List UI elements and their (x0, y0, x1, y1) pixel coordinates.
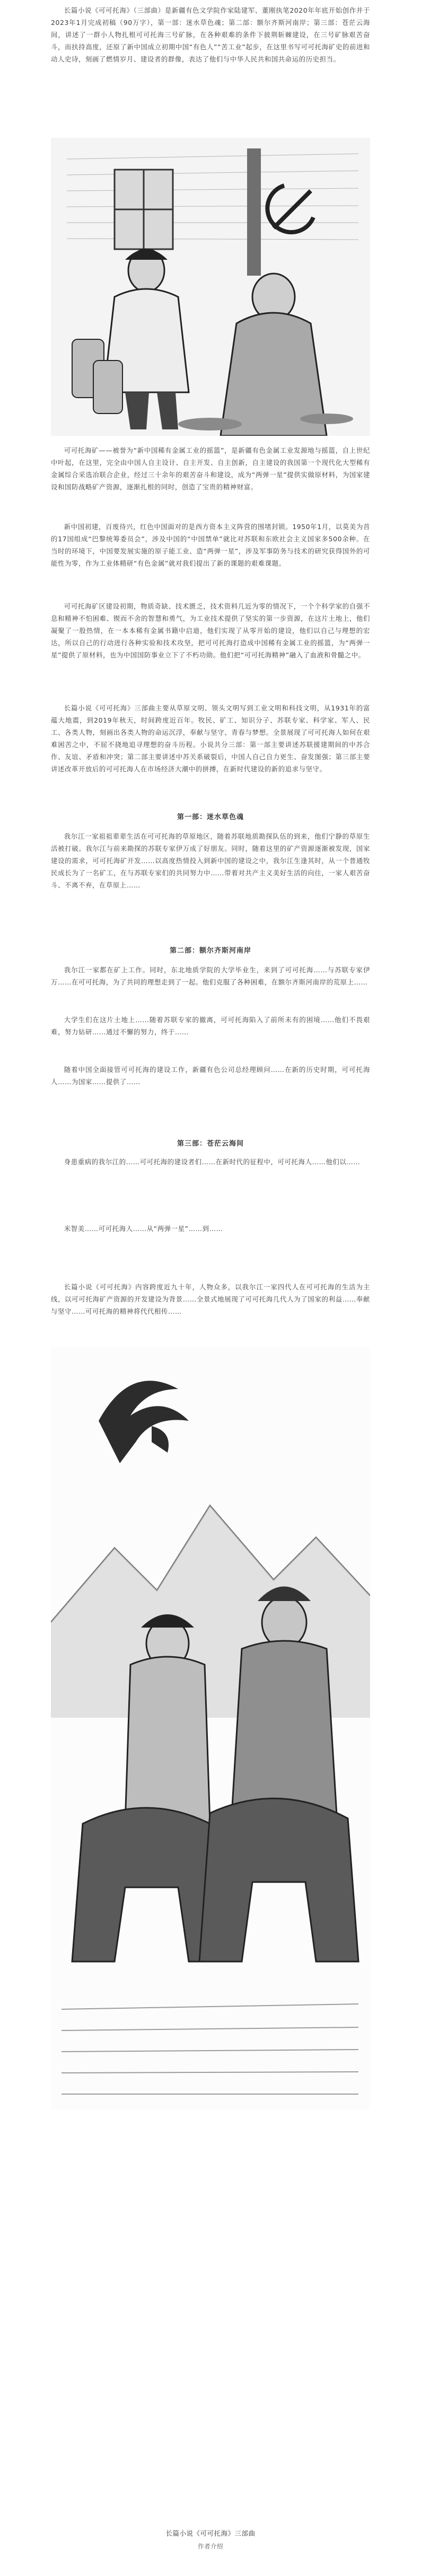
closing-paragraph: 长篇小说《可可托海》内容跨度近九十年，人物众多，以我尔江一家四代人在可可托海的生活为主线，以可可托海矿产资源的开发建设为背景……全景式地展现了可可托海几代人为了国家的利益……奉献与坚守……可可托海的精神将代代相传…… (51, 1283, 370, 1315)
section-2-paragraph-1: 我尔江一家都在矿上工作。同时，东北地质学院的大学毕业生，来到了可可托海……与苏联专家伊万……在可可托海，为了共同的理想走到了一起。他们克服了各种困难，在额尔齐斯河南岸的荒原上…… (51, 966, 370, 986)
body-paragraph-3: 可可托海矿区建设初期，物质奇缺、技术匮乏，技术资料几近为零的情况下，一个个科学家的自强不息和精神不怕困难、锲而不舍的智慧和勇气，为工业技术提供了坚实的第一步资源，在这片土地上，他们凝聚了一股热情，在一本本稀有金属书籍中启迪，他们实现了从零开始的建设，他们以自己与理想的宏达，所以自己的行动进行各种实验和技术攻坚，把可可托海打造成中国稀有金属工业的摇篮，为“两弹一星”提供了原材料，也为中国国防事业立下了不朽功勋。他们把“可可托海精神”融入了血液和骨髓之中。 (51, 602, 370, 659)
sketch-horses (72, 1798, 358, 1962)
illustration-horsemen-eagle (51, 1347, 370, 2518)
intro-paragraph: 长篇小说《可可托海》（三部曲）是新疆有色文学院作家陆建军、董刚执笔2020年年底开始创作并于2023年1月完成初稿（90万字），第一部：迷水草色魂；第二部：额尔齐斯河南岸；第三部：苍茫云海间，讲述了一群小人物扎根可可托海三号矿脉，在各种艰难的条件下披荆斩棘建设，在三号矿脉艰苦奋斗，而扶持高度，还原了新中国成立初期中国“有色人”“苦工业”起步，在这里书写可可托海矿史的前进和动人史诗，刻画了燃情岁月、建设者的群像，表达了他们与中华人民共和国共命运的历史担当。 (51, 6, 370, 63)
sketch-horsemen-eagle (51, 1347, 370, 2518)
section-2-paragraph-3: 随着中国全面接管可可托海的建设工作，新疆有色公司总经理顾问……在新的历史时期，可可托海人……为国家……提供了…… (51, 1066, 370, 1086)
caption-author: 作者介绍 (198, 2543, 223, 2550)
illustration-miners-cabin (51, 138, 370, 436)
section-3-paragraph-1: 身患重病的我尔江的……可可托海的建设者们……在新时代的征程中，可可托海人……他们以…… (64, 1158, 361, 1166)
section-heading-1: 第一部：迷水草色魂 (177, 813, 244, 821)
section-3-paragraph-2: 米智美……可可托海人……从“两弹一星”……到…… (64, 1225, 223, 1233)
body-paragraph-2: 新中国初建，百废待兴，红色中国面对的是西方资本主义阵营的围堵封锁。1950年1月，以莫美为首的17国组成“巴黎统筹委员会”，涉及中国的“中国禁单”就比对苏联和东欧社会主义国家多500余种。在当时的环境下，中国要发展实施的原子能工业、造“两弹一星”，涉及军事防务与技术的研究获得国外的可能性为零，作为工业体精研“有色金属”就对我们提出了新的课题的艰难课题。 (51, 523, 370, 567)
caption-title: 长篇小说《可可托海》三部曲 (165, 2529, 256, 2537)
section-heading-2: 第二部：额尔齐斯河南岸 (169, 947, 251, 955)
sketch-miners-cabin (51, 138, 370, 436)
body-paragraph-4: 长篇小说《可可托海》三部曲主要从草原文明、领头文明写到工业文明和科技文明，从1931年的富蕴大地震，到2019年秋天，时间跨度近百年。牧民、矿工、知识分子、苏联专家、科学家、军人、民工、各类人物，刻画出各类人物的命运沉浮，奉献与坚守、青春与梦想。全景展现了可可托海人如何在艰难困苦之中，不屈不挠地追寻理想的奋斗历程。小说共分三部：第一部主要讲述苏联援建期间的中苏合作、友谊、矛盾和冲突；第二部主要讲述中苏关系破裂后，中国人自己自力更生、奋发图强；第三部主要讲述改革开放后的可可托海人在市场经济大潮中的拼搏，在新时代建设的新的追求与坚守。 (51, 704, 370, 773)
section-1-paragraph: 我尔江一家祖祖辈辈生活在可可托海的草原地区，随着苏联地质勘探队伍的到来，他们宁静的草原生活被打破。我尔江与前来勘探的苏联专家伊万成了好朋友。同时，随着这里的矿产资源逐渐被发现，国家建设的需求，可可托海矿开发……以高度热情投入到新中国的建设之中，我尔江生逢其时，从一个普通牧民成长为了一名矿工，在与苏联专家们的共同努力中……带着对共产主义美好生活的向往，一家人艰苦奋斗、不离不弃，在草原上…… (51, 832, 370, 889)
body-paragraph-1: 可可托海矿——被誉为“新中国稀有金属工业的摇篮”，是新疆有色金属工业发源地与摇篮，自上世纪中叶起，在这里，完全由中国人自主设计、自主开发、自主创新，自主建设的我国第一个现代化大型稀有金属综合采选冶联合企业，经过三十余年的艰苦奋斗和建设，成为“两弹一星”提供实做原材料，为国家建设和国防战略矿产资源，逐渐扎根的同时，创造了宝贵的精神财富。 (51, 446, 370, 491)
section-heading-3: 第三部：苍茫云海间 (177, 1140, 244, 1148)
section-2-paragraph-2: 大学生们在这片土地上……随着苏联专家的撤离，可可托海陷入了前所未有的困境……他们不畏艰难，努力钻研……通过不懈的努力，终于…… (51, 1016, 370, 1036)
